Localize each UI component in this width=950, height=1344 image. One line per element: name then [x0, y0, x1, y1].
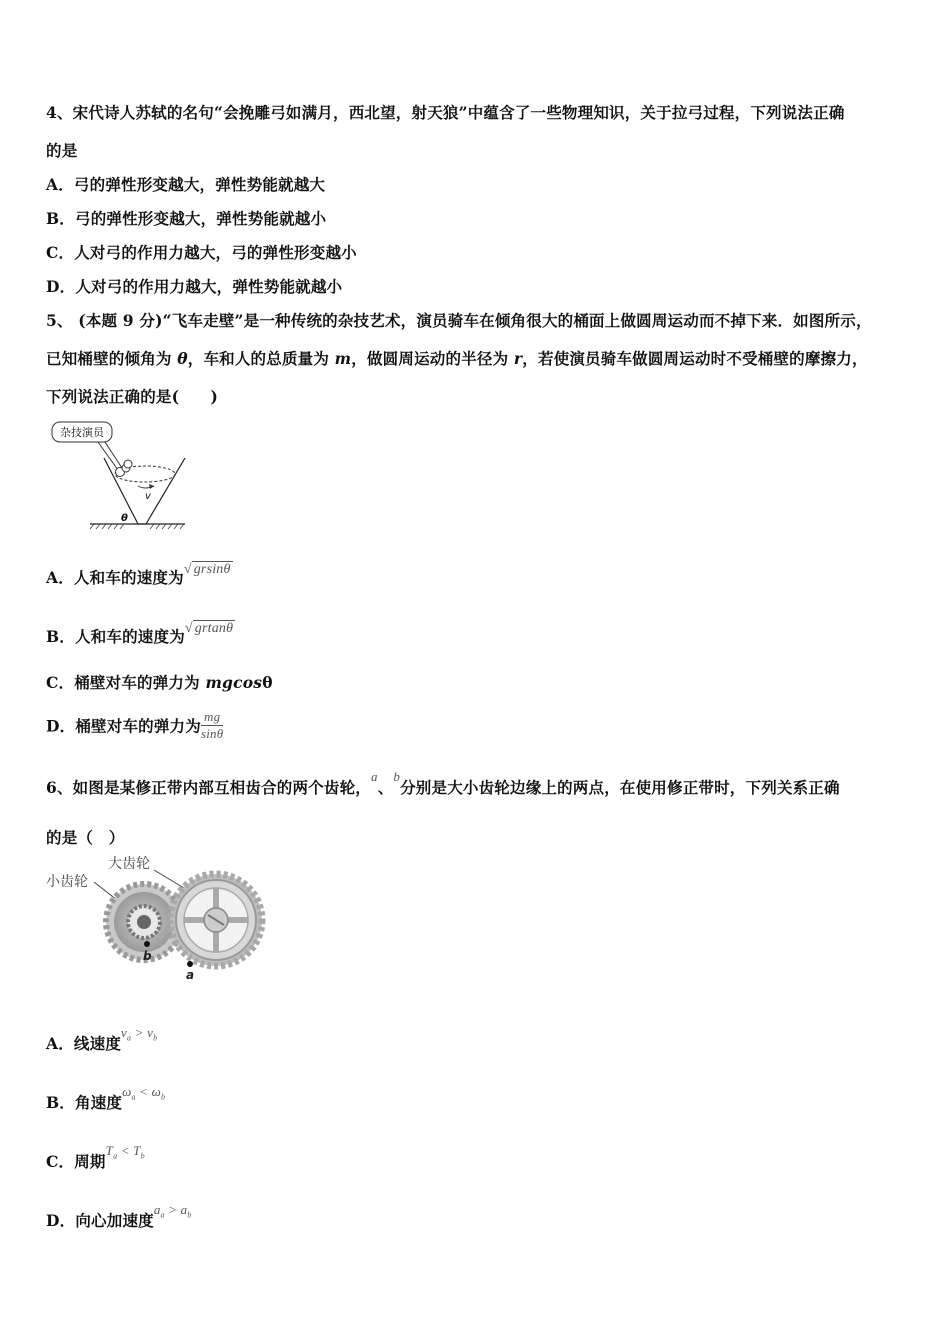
q5-option-b: B．人和车的速度为√ grtanθ — [46, 621, 234, 646]
point-a-dot — [187, 961, 193, 967]
small-gear-label: 小齿轮 — [46, 874, 88, 890]
q6-option-d: D．向心加速度$^{a_a > a_b}$ — [46, 1202, 192, 1230]
big-gear-icon — [170, 874, 262, 966]
q4-stem-line1: 4、宋代诗人苏轼的名句“会挽雕弓如满月，西北望，射天狼”中蕴含了一些物理知识，关于拉弓过程，下列说法正确 — [46, 103, 845, 122]
q6-option-c: C．周期$^{T_a < T_b}$ — [46, 1143, 145, 1171]
q6-gears-figure — [44, 852, 269, 987]
q4-stem-line2: 的是 — [46, 141, 78, 160]
q6-stem-line1: 6、如图是某修正带内部互相齿合的两个齿轮，$^a$、$^b$分别是大小齿轮边缘上的两点，在使用修正带时，下列关系正确 — [46, 769, 840, 797]
velocity-label: v — [145, 491, 151, 502]
q5-bucket-figure — [50, 420, 190, 532]
q5-option-a: A．人和车的速度为√ grsinθ — [46, 562, 231, 587]
q4-option-c: C．人对弓的作用力越大，弓的弹性形变越小 — [46, 243, 357, 262]
q5-option-c: C．桶壁对车的弹力为 mgcosθ — [46, 673, 273, 692]
math-ta-tb: Ta < Tb — [105, 1143, 145, 1161]
q6-stem-line2: 的是（ ） — [46, 828, 125, 847]
q5-option-d: D．桶壁对车的弹力为 $\frac{mg}{\sin\theta}$ — [46, 709, 224, 741]
q5-stem-line3: 下列说法正确的是( ) — [46, 387, 219, 406]
q6-option-b: B．角速度$^{\omega_a < \omega_b}$ — [46, 1084, 166, 1112]
math-va-vb: va > vb — [121, 1025, 158, 1043]
point-b-dot — [144, 941, 150, 947]
q5-stem-line1: 5、 (本题 9 分)“飞车走壁”是一种传统的杂技艺术，演员骑车在倾角很大的桶面上做圆周运动而不掉下来．如图所示， — [46, 311, 872, 330]
rider-icon — [124, 460, 132, 468]
q4-option-d: D．人对弓的作用力越大，弹性势能就越小 — [46, 277, 343, 296]
math-wa-wb: ωa < ωb — [122, 1084, 166, 1102]
sqrt-grtan: √ grtanθ — [184, 621, 234, 636]
theta-label: θ — [121, 513, 128, 524]
point-a-label: a — [186, 968, 195, 982]
sqrt-grsin: √ grsinθ — [183, 562, 231, 577]
fraction-mg-sin: $\frac{mg}{\sin\theta}$ — [200, 709, 224, 741]
q4-option-b: B．弓的弹性形变越大，弹性势能就越小 — [46, 209, 327, 228]
point-b-label: b — [143, 949, 152, 963]
math-aa-ab: aa > ab — [153, 1202, 192, 1220]
q5-stem-line2: 已知桶壁的倾角为 θ，车和人的总质量为 m，做圆周运动的半径为 r，若使演员骑车做圆周运动时不受桶壁的摩擦力， — [46, 349, 868, 368]
q4-option-a: A．弓的弹性形变越大，弹性势能就越大 — [46, 175, 326, 194]
big-gear-label: 大齿轮 — [108, 856, 150, 872]
q6-option-a: A．线速度$^{v_a > v_b}$ — [46, 1025, 158, 1053]
acrobat-label: 杂技演员 — [60, 426, 104, 439]
